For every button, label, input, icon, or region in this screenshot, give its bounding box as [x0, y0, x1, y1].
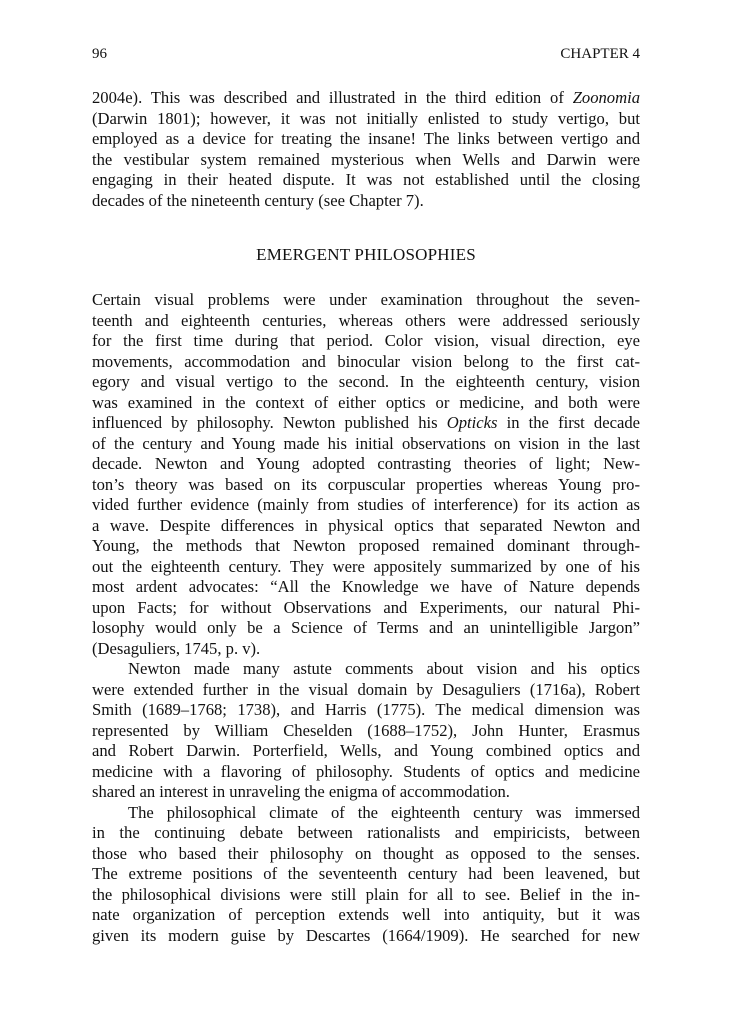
text-line: Smith (1689–1768; 1738), and Harris (1775). The medical dimension was: [92, 700, 640, 719]
text-line: shared an interest in unraveling the enigma of accommodation.: [92, 782, 510, 801]
paragraph-3: [92, 803, 640, 947]
running-header: [92, 43, 640, 65]
page-number: 96: [92, 46, 107, 62]
paragraph-1: [92, 290, 640, 659]
text-line: the vestibular system remained mysterious when Wells and Darwin were: [92, 149, 640, 169]
text-line: employed as a device for treating the insane! The links between vertigo and: [92, 129, 640, 148]
text-line: given its modern guise by Descartes (1664/1909). He searched for new: [92, 925, 640, 945]
text-line: vided further evidence (mainly from studies of interference) for its action as: [92, 495, 640, 514]
text-line: upon Facts; for without Observations and Experiments, our natural Phi-: [92, 597, 640, 617]
text-line: most ardent advocates: “All the Knowledge we have of Nature depends: [92, 577, 640, 596]
text-line: represented by William Cheselden (1688–1752), John Hunter, Erasmus: [92, 720, 640, 740]
text-line: out the eighteenth century. They were appositely summarized by one of his: [92, 556, 640, 576]
text-line: teenth and eighteenth centuries, whereas others were addressed seriously: [92, 310, 640, 330]
text-line: (Desaguliers, 1745, p. v).: [92, 638, 261, 658]
text-line: Newton made many astute comments about vision and his optics: [128, 659, 640, 678]
text-line: of the century and Young made his initial observations on vision in the last: [92, 433, 640, 453]
text-line: for the first time during that period. Color vision, visual direction, eye: [92, 331, 640, 350]
text-line: Young, the methods that Newton proposed remained dominant through-: [92, 536, 640, 555]
text-line: The extreme positions of the seventeenth century had been leavened, but: [92, 864, 640, 883]
text-line: a wave. Despite differences in physical optics that separated Newton and: [92, 515, 640, 535]
text-line: Certain visual problems were under examination throughout the seven-: [92, 290, 640, 309]
text-line: movements, accommodation and binocular vision belong to the first cat-: [92, 351, 640, 371]
text-line: nate organization of perception extends well into antiquity, but it was: [92, 905, 640, 924]
text-line: 2004e). This was described and illustrated in the third edition of Zoonomia: [92, 88, 640, 107]
text-line: medicine with a flavoring of philosophy. Students of optics and medicine: [92, 761, 640, 781]
text-line: engaging in their heated dispute. It was not established until the closing: [92, 170, 640, 189]
text-line: decade. Newton and Young adopted contrasting theories of light; New-: [92, 454, 640, 473]
text-line: in the continuing debate between rationalists and empiricists, between: [92, 823, 640, 842]
chapter-label: CHAPTER 4: [560, 46, 640, 62]
paragraph-2: [92, 659, 640, 803]
text-line: (Darwin 1801); however, it was not initially enlisted to study vertigo, but: [92, 108, 640, 128]
text-line: the philosophical divisions were still plain for all to see. Belief in the in-: [92, 884, 640, 904]
text-line: influenced by philosophy. Newton published his Opticks in the first decade: [92, 413, 640, 432]
text-line: those who based their philosophy on thought as opposed to the senses.: [92, 843, 640, 863]
text-line: was examined in the context of either optics or medicine, and both were: [92, 392, 640, 412]
text-line: ton’s theory was based on its corpuscular properties whereas Young pro-: [92, 474, 640, 494]
text-line: decades of the nineteenth century (see Chapter 7).: [92, 190, 424, 210]
text-line: losophy would only be a Science of Terms and an unintelligible Jargon”: [92, 618, 640, 637]
text-line: The philosophical climate of the eighteenth century was immersed: [128, 802, 640, 822]
text-line: and Robert Darwin. Porterfield, Wells, and Young combined optics and: [92, 741, 640, 760]
section-heading: EMERGENT PHILOSOPHIES: [256, 245, 476, 264]
text-line: egory and visual vertigo to the second. In the eighteenth century, vision: [92, 372, 640, 391]
paragraph-continuation: [92, 88, 640, 211]
text-line: were extended further in the visual domain by Desaguliers (1716a), Robert: [92, 679, 640, 699]
